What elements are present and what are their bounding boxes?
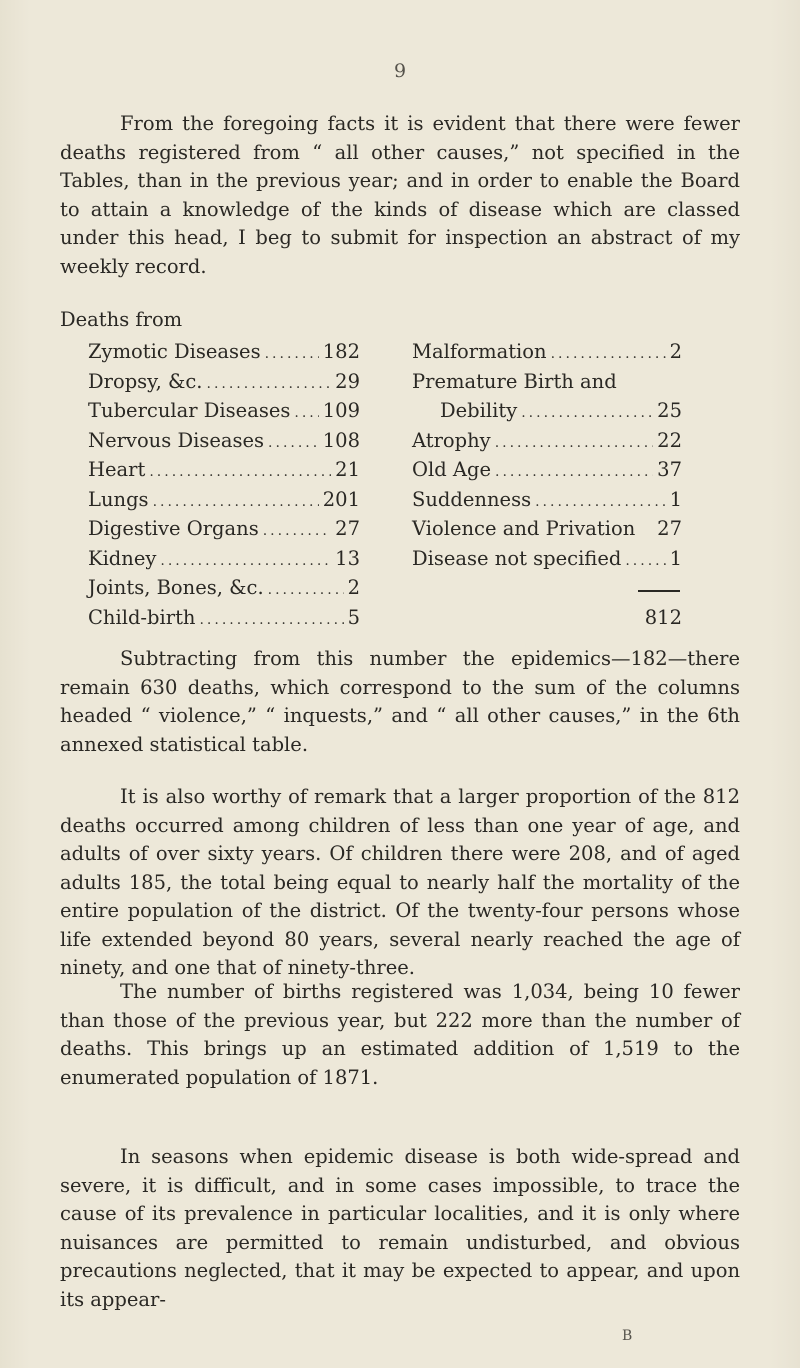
row-label: Atrophy (412, 428, 491, 452)
paragraph-intro: From the foregoing facts it is evident that there were fewer deaths registered from “ all other causes,” not specified in the Tables, than in the previous year; and in order to enable the Board to attain a knowledge of the kinds of disease which are classed under this head, I beg to submit for inspection an abstract of my weekly record. (60, 112, 740, 278)
paragraph-epidemics: Subtracting from this number the epidemics—182—there remain 630 deaths, which correspond to the sum of the columns headed “ violence,” “ inquests,” and “ all other causes,” in the 6th annexed statistical table. (60, 647, 740, 756)
row-label: Zymotic Diseases (88, 340, 261, 363)
table-row (88, 514, 360, 544)
page-number: 9 (393, 60, 407, 82)
row-label: Disease not specified (412, 546, 622, 570)
table-row (88, 455, 360, 485)
row-label: Kidney (88, 546, 157, 570)
table-row (412, 514, 682, 544)
leader-dots (153, 488, 319, 518)
leader-dots (625, 547, 665, 577)
row-label: Tubercular Diseases (88, 399, 291, 422)
table-row (88, 367, 360, 397)
leader-dots (268, 429, 319, 459)
deaths-table-heading: Deaths from (60, 308, 183, 331)
row-label: Violence and Privation (412, 517, 636, 540)
table-row (88, 544, 360, 574)
table-row (412, 455, 682, 485)
table-row (88, 573, 360, 603)
row-value: 2 (669, 340, 682, 363)
leader-dots (521, 399, 653, 429)
table-row (88, 426, 360, 456)
leader-dots (207, 370, 332, 400)
table-row (412, 485, 682, 515)
deaths-table-left-column (88, 337, 360, 632)
leader-dots (263, 517, 331, 547)
row-value: 29 (335, 369, 360, 393)
paragraph-seasons: In seasons when epidemic disease is both wide-spread and severe, it is difficult, and in some cases impossible, to trace the cause of its prevalence in particular localities, and it is only where nuisances are permitted to remain undisturbed, and obvious precautions neglected, that it may be expected to appear, and upon its appear- (60, 1145, 740, 1311)
signature-mark: B (622, 1328, 633, 1344)
table-row (412, 337, 682, 367)
table-row (88, 396, 360, 426)
row-value: 21 (335, 458, 360, 481)
row-label: Dropsy, &c. (88, 369, 203, 393)
total-value: 812 (644, 605, 682, 629)
table-row (88, 485, 360, 515)
row-value: 2 (347, 576, 360, 599)
table-row (88, 603, 360, 633)
row-label: Nervous Diseases (88, 428, 265, 452)
leader-dots (268, 576, 344, 606)
paragraph-births: The number of births registered was 1,034, being 10 fewer than those of the previous year, but 222 more than the number of deaths. This brings up an estimated addition of 1,519 to the enumerated population of 1871. (60, 980, 740, 1089)
leader-dots (535, 488, 665, 518)
row-label: Premature Birth and (412, 369, 617, 393)
row-value: 27 (335, 517, 360, 540)
row-label: Debility (440, 399, 518, 422)
table-row (88, 337, 360, 367)
row-label: Malformation (412, 340, 547, 363)
row-label: Heart (88, 458, 146, 481)
row-value: 13 (335, 546, 360, 570)
table-row (412, 367, 682, 397)
row-value: 201 (322, 487, 360, 511)
table-row (412, 544, 682, 574)
table-row (412, 396, 682, 426)
leader-dots (495, 458, 653, 488)
row-label: Old Age (412, 458, 492, 481)
row-value: 37 (657, 458, 682, 481)
row-value: 1 (669, 546, 682, 570)
row-label: Digestive Organs (88, 517, 259, 540)
row-value: 109 (322, 399, 360, 422)
row-value: 182 (322, 340, 360, 363)
row-value: 108 (322, 428, 360, 452)
total-row (412, 603, 682, 633)
leader-dots (149, 458, 331, 488)
leader-dots (294, 399, 318, 429)
leader-dots (495, 429, 653, 459)
leader-dots (265, 340, 319, 370)
total-rule (412, 573, 682, 603)
row-label: Child-birth (88, 605, 196, 629)
row-value: 27 (657, 517, 682, 540)
deaths-table-right-column (412, 337, 682, 632)
row-label: Lungs (88, 487, 149, 511)
row-value: 5 (347, 605, 360, 629)
row-value: 25 (657, 399, 682, 422)
row-label: Suddenness (412, 487, 532, 511)
row-label: Joints, Bones, &c. (88, 576, 264, 599)
paragraph-proportion: It is also worthy of remark that a larger proportion of the 812 deaths occurred among children of less than one year of age, and adults of over sixty years. Of children there were 208, and of aged adults 185, the total being equal to nearly half the mortality of the entire population of the district. Of the twenty-four persons whose life extended beyond 80 years, several nearly reached the age of ninety, and one that of ninety-three. (60, 785, 740, 979)
row-value: 1 (669, 487, 682, 511)
leader-dots (199, 606, 343, 636)
leader-dots (160, 547, 331, 577)
leader-dots (551, 340, 666, 370)
row-value: 22 (657, 428, 682, 452)
table-row (412, 426, 682, 456)
